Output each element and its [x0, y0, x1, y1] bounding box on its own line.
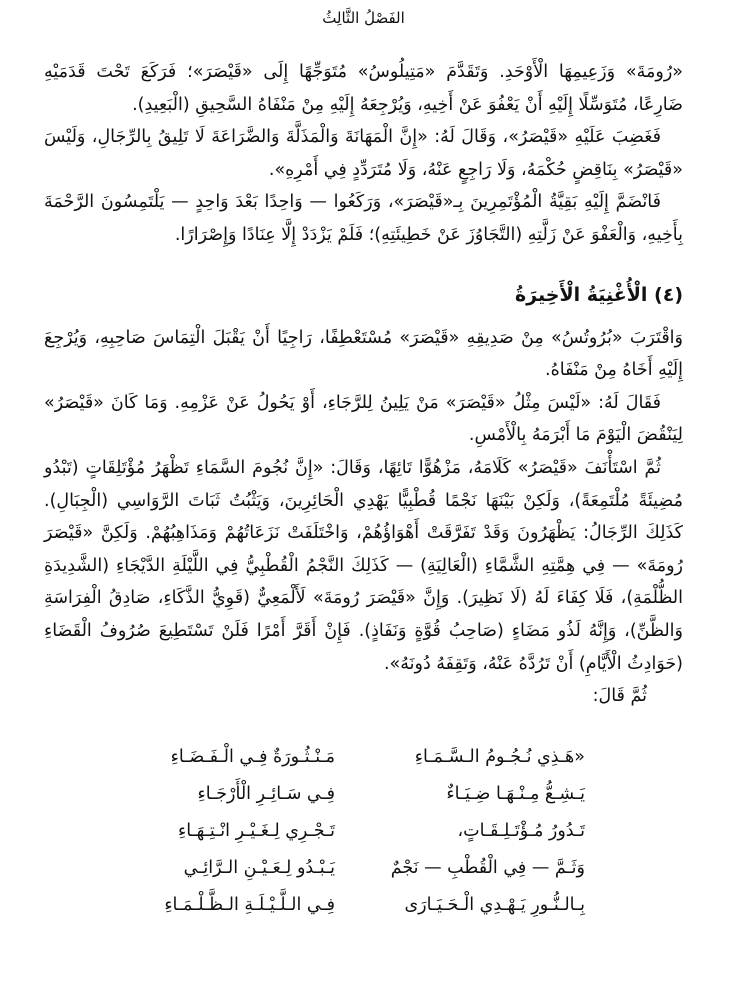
paragraph: ثُمَّ اسْتَأْنَفَ «قَيْصَرُ» كَلَامَهُ، مَزْهُوًّا تَائِهًا، وَقَالَ: «إِنَّ نُجُومَ السَّمَاءِ تَظْهَرُ مُؤْتَلِقَاتٍ (تَبْدُو مُضِيئَةً مُلْتَمِعَةً)، وَلَكِنْ بَيْنَهَا نَجْمًا قُطْبِيًّا يَهْدِي الْحَائِرِينَ، وَيَثْبُتُ ثَبَاتَ الرَّوَاسِي (الْجِبَالِ). كَذَلِكَ الرِّجَالُ: يَظْهَرُونَ وَقَدْ تَفَرَّقَتْ أَهْوَاؤُهُمْ، وَاخْتَلَفَتْ نَزَعَاتُهُمْ وَمَذَاهِبُهُمْ. وَلَكِنَّ «قَيْصَرَ رُومَةَ» — فِي هِمَّتِهِ الشَّمَّاءِ (الْعَالِيَةِ) — كَذَلِكَ النَّجْمُ الْقُطْبِيُّ فِي اللَّيْلَةِ الدَّيْجَاءِ (الشَّدِيدَةِ الظُّلْمَةِ)، فَلَا كِفَاءَ لَهُ (لَا نَظِيرَ). وَإِنَّ «قَيْصَرَ رُومَةَ» لَأَلْمَعِيٌّ (قَوِيُّ الذَّكَاءِ، صَادِقُ الْفِرَاسَةِ وَالظَّنِّ)، وَإِنَّهُ لَذُو مَضَاءٍ (صَاحِبُ قُوَّةٍ وَنَفَاذٍ). فَإِنْ أَقَرَّ أَمْرًا فَلَنْ تَسْتَطِيعَ صُرُوفُ الْقَضَاءِ (حَوَادِثُ الْأَيَّامِ) أَنْ تَرُدَّهُ عَنْهُ، وَتَقِفَهُ دُونَهُ».	[44, 457, 683, 674]
verse-first-hemistich: وَثَـمَّ — فِي الْقُطْبِ — نَجْمٌ	[390, 857, 585, 878]
verse-second-hemistich: مَـنْـثُـورَةٌ فِـي الْـفَـضَـاءِ	[170, 746, 335, 767]
verse-first-hemistich: «هَـذِي نُـجُـومُ الـسَّـمَـاءِ	[414, 746, 585, 767]
section-title: (٤) الْأُغْنِيَةُ الْأَخِيرَةُ	[514, 283, 683, 306]
verse-first-hemistich: تَـدُورُ مُـؤْتَـلِـقَـاتٍ،	[457, 820, 585, 841]
verse-second-hemistich: يَـبْـدُو لِـعَـيْـنِ الـرَّائِـي	[183, 857, 335, 878]
poem	[44, 739, 683, 924]
verse-second-hemistich: فِـي الـلَّـيْـلَـةِ الـظَّـلْـمَـاءِ	[164, 894, 335, 915]
poem-intro: ثُمَّ قَالَ:	[592, 686, 647, 707]
verse-first-hemistich: بِـالـنُّـورِ يَـهْـدِي الْـحَـيَـارَى	[404, 894, 585, 915]
paragraph: فَقَالَ لَهُ: «لَيْسَ مِثْلُ «قَيْصَرَ» مَنْ يَلِينُ لِلرَّجَاءِ، أَوْ يَحُولُ عَنْ عَزْمِهِ. وَمَا كَانَ «قَيْصَرُ» لِيَنْقُضَ الْيَوْمَ مَا أَبْرَمَهُ بِالْأَمْسِ.	[44, 392, 683, 446]
verse-second-hemistich: تَـجْـرِي لِـغَـيْـرِ انْـتِـهَـاءِ	[177, 820, 335, 841]
paragraph: فَغَضِبَ عَلَيْهِ «قَيْصَرُ»، وَقَالَ لَهُ: «إِنَّ الْمَهَانَةَ وَالْمَذَلَّةَ وَالضَّرَاعَةَ لَا تَلِيقُ بِالرِّجَالِ، وَلَيْسَ «قَيْصَرُ» بِنَاقِضٍ حُكْمَهُ، وَلَا رَاجِعٍ عَنْهُ، وَلَا مُتَرَدِّدٍ فِي أَمْرِهِ».	[44, 127, 683, 180]
paragraph: وَاقْتَرَبَ «بُرُوتُسُ» مِنْ صَدِيقِهِ «قَيْصَرَ» مُسْتَعْطِفًا، رَاجِيًا أَنْ يَقْبَلَ الْتِمَاسَ صَاحِبِهِ، وَيُرْجِعَ إِلَيْهِ أَخَاهُ مِنْ مَنْفَاهُ.	[44, 327, 683, 381]
verse-second-hemistich: فِـي سَـائِـرِ الْأَرْجَـاءِ	[197, 783, 335, 804]
poem-verse	[44, 850, 585, 887]
poem-verse	[44, 887, 585, 924]
paragraph: فَانْضَمَّ إِلَيْهِ بَقِيَّةُ الْمُؤْتَمِرِينَ بِـ«قَيْصَرَ»، وَرَكَعُوا — وَاحِدًا بَعْدَ وَاحِدٍ — يَلْتَمِسُونَ الرَّحْمَةَ بِأَخِيهِ، وَالْعَفْوَ عَنْ زَلَّتِهِ (التَّجَاوُزَ عَنْ خَطِيئَتِهِ)؛ فَلَمْ يَزْدَدْ إِلَّا عِنَادًا وَإِصْرَارًا.	[44, 192, 683, 245]
paragraph: «رُومَةَ» وَزَعِيمِهَا الْأَوْحَدِ. وَتَقَدَّمَ «مَتِيلُوسُ» مُتَوَجِّهًا إِلَى «قَيْصَرَ»؛ فَرَكَعَ تَحْتَ قَدَمَيْهِ ضَارِعًا، مُتَوَسِّلًا إِلَيْهِ أَنْ يَعْفُوَ عَنْ أَخِيهِ، وَيُرْجِعَهُ إِلَيْهِ مِنْ مَنْفَاهُ السَّحِيقِ (الْبَعِيدِ).	[44, 62, 683, 115]
poem-verse	[44, 813, 585, 850]
poem-verse	[44, 776, 585, 813]
chapter-running-head: الفَصْلُ الثَّالِثُ	[322, 9, 405, 27]
verse-first-hemistich: يَـشِـعُّ مِـنْـهَـا ضِـيَـاءٌ	[446, 783, 585, 804]
poem-verse	[44, 739, 585, 776]
